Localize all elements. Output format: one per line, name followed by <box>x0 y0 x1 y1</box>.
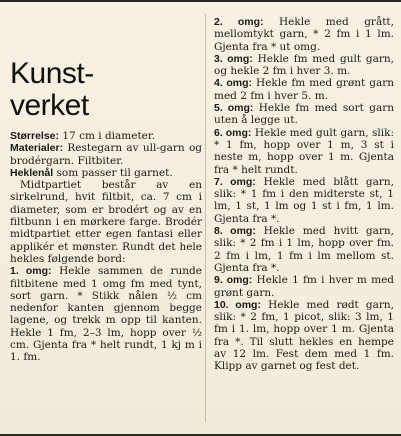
round-6-text: Hekle med gult garn, slik: * 1 fm, hopp over 1 m, 3 st i neste m, hopp over 1 m. Gjenta fra * helt rundt. <box>214 126 394 176</box>
round-1-text: Hekle sammen de runde filtbitene med 1 omg fm med tynt, sort garn. * Stikk nålen ½ cm nedenfor kanten gjennom begge lagene, og trekk m opp til kanten. Hekle 1 fm, 2–3 lm, hopp over ½ cm. Gjenta fra * helt rundt, 1 kj m i 1. fm. <box>10 265 202 364</box>
round-9-text: Hekle 1 fm i hver m med grønt garn. <box>214 274 395 299</box>
round-10 <box>214 299 394 373</box>
round-2-number: 2. omg: <box>214 16 264 28</box>
left-column <box>10 58 202 364</box>
article-title <box>10 58 202 122</box>
hook-paragraph <box>10 167 202 179</box>
round-2 <box>214 16 394 53</box>
description-paragraph: Midtpartiet består av en sirkelrund, hvit filtbit, ca. 7 cm i diameter, som er brodért og av en filtbunn i en mørkere farge. Brodér midtpartiet etter egen fantasi eller applikér et mønster. Rundt det hele hekles følgende bord: <box>10 179 202 265</box>
round-4-text: Hekle fm med grønt garn med 2 fm i hver 5. m. <box>214 77 394 102</box>
round-8-text: Hekle med hvitt garn, slik: * 2 fm i 1 lm, hopp over fm. 2 fm i lm, 1 fm i lm mellom st. Gjenta fra *. <box>214 225 394 274</box>
round-3 <box>214 53 394 78</box>
round-1 <box>10 265 202 363</box>
round-9 <box>214 274 394 299</box>
size-paragraph <box>10 130 202 142</box>
column-divider <box>205 14 206 422</box>
round-5-text: Hekle fm med sort garn uten å legge ut. <box>214 102 394 127</box>
size-text: 17 cm i diameter. <box>59 130 156 142</box>
right-column <box>214 16 394 373</box>
hook-text: som passer til garnet. <box>53 166 173 179</box>
title-line-2: verket <box>10 89 89 122</box>
round-6-number: 6. omg: <box>214 126 252 139</box>
round-3-number: 3. omg: <box>214 52 253 65</box>
materials-label: Materialer: <box>10 142 64 155</box>
round-10-text: Hekle med rødt garn, slik: * 2 fm, 1 picot, slik: 3 lm, 1 fm i 1. lm, hopp over 1 m. Gjenta fra *. Til slutt hekles en hempe av 12 lm. Fest dem med 1 fm. Klipp av garnet og fest det. <box>214 298 394 373</box>
round-7-text: Hekle med blått garn, slik: * 1 fm i den midterste st, 1 lm, 1 st, 1 lm og 1 st i fm, 1 lm. Gjenta fra *. <box>214 175 394 225</box>
round-4 <box>214 77 394 102</box>
round-5 <box>214 102 394 127</box>
round-8 <box>214 225 394 274</box>
round-9-number: 9. omg: <box>214 274 253 287</box>
round-7-number: 7. omg: <box>214 175 256 188</box>
title-line-1: Kunst- <box>10 57 94 90</box>
round-10-number: 10. omg: <box>214 298 261 311</box>
round-8-number: 8. omg: <box>214 225 256 238</box>
round-6 <box>214 127 394 176</box>
top-border <box>0 0 401 2</box>
round-7 <box>214 176 394 225</box>
round-4-number: 4. omg: <box>214 77 253 90</box>
round-1-number: 1. omg: <box>10 265 52 278</box>
hook-label: Heklenål <box>10 166 54 179</box>
materials-text: Restegarn av ull-garn og brodérgarn. Filtbiter. <box>10 142 202 167</box>
size-label: Størrelse: <box>10 130 60 142</box>
round-2-text: Hekle med grått, mellomtykt garn, * 2 fm i 1 lm. Gjenta fra * ut omg. <box>214 16 394 53</box>
materials-paragraph <box>10 142 202 167</box>
round-3-text: Hekle fm med gult garn, og hekle 2 fm i hver 3. m. <box>214 52 394 78</box>
round-5-number: 5. omg: <box>214 102 254 115</box>
